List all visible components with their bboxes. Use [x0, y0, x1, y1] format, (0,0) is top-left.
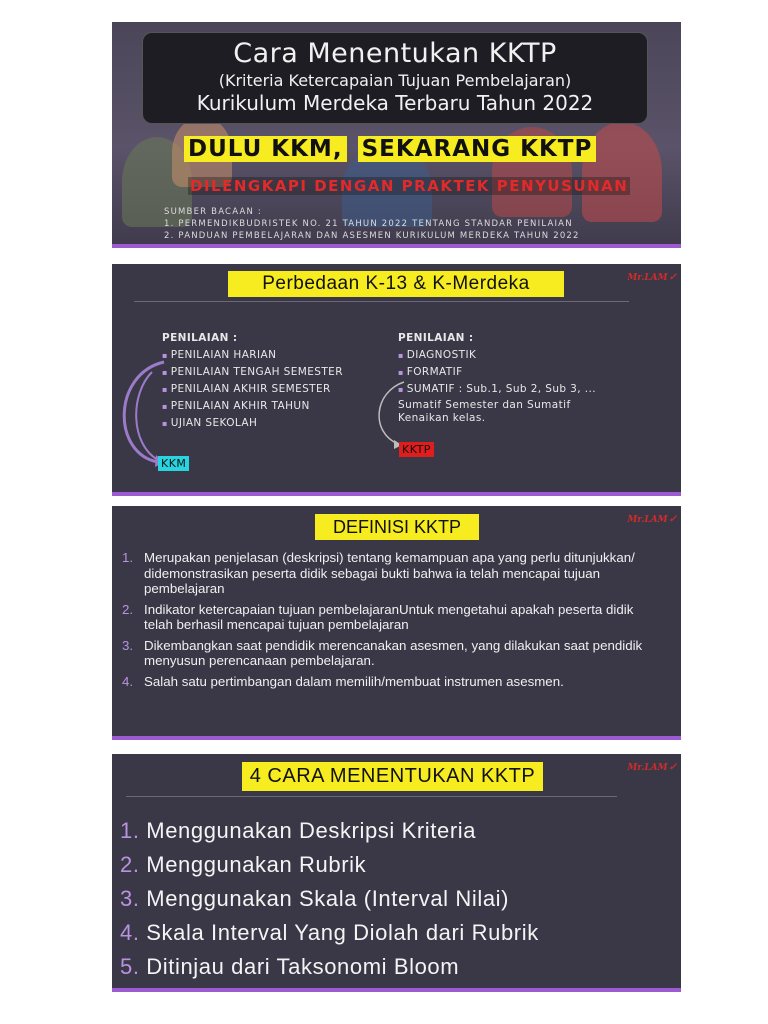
list-number: 1. — [120, 818, 140, 843]
source-item: 1. PERMENDIKBUDRISTEK NO. 21 TAHUN 2022 TENTANG STANDAR PENILAIAN — [164, 219, 573, 229]
list-number: 5. — [120, 954, 140, 979]
list-text: Menggunakan Deskripsi Kriteria — [146, 818, 477, 843]
k13-item: ▪ PENILAIAN TENGAH SEMESTER — [162, 364, 343, 381]
list-item — [120, 882, 539, 916]
slide-title: 4 CARA MENENTUKAN KKTP — [242, 762, 543, 791]
slide-underline — [112, 492, 681, 496]
kmerdeka-note: Sumatif Semester dan Sumatif — [398, 399, 571, 411]
slide-title: Perbedaan K-13 & K-Merdeka — [228, 271, 564, 297]
k13-item: ▪ UJIAN SEKOLAH — [162, 415, 343, 432]
banner — [184, 136, 596, 162]
list-text: Menggunakan Rubrik — [146, 852, 367, 877]
list-number: 2. — [122, 601, 134, 617]
list-item — [120, 814, 539, 848]
list-number: 4. — [122, 673, 134, 689]
red-subheading: DILENGKAPI DENGAN PRAKTEK PENYUSUNAN — [190, 177, 629, 195]
kmerdeka-item: ▪ SUMATIF : Sub.1, Sub 2, Sub 3, ... — [398, 381, 596, 398]
title-box — [142, 32, 648, 124]
k13-column — [162, 330, 343, 432]
cover-subtitle: (Kriteria Ketercapaian Tujuan Pembelajaran) — [218, 71, 572, 90]
list-item — [120, 916, 539, 950]
brand-logo: Mr.LAM ✓ — [627, 514, 677, 525]
kmerdeka-column — [398, 330, 596, 424]
kmerdeka-item: ▪ DIAGNOSTIK — [398, 347, 596, 364]
sources — [164, 206, 580, 242]
kmerdeka-item: ▪ FORMATIF — [398, 364, 596, 381]
cover-subtitle-year: Kurikulum Merdeka Terbaru Tahun 2022 — [196, 91, 594, 115]
k13-item: ▪ PENILAIAN HARIAN — [162, 347, 343, 364]
list-item — [122, 638, 662, 669]
slide-comparison — [112, 264, 681, 496]
k13-heading: PENILAIAN : — [162, 332, 238, 344]
list-item — [122, 674, 662, 690]
methods-list — [120, 814, 539, 984]
kktp-tag: KKTP — [399, 442, 434, 457]
sources-heading: SUMBER BACAAN : — [164, 207, 262, 217]
list-text: Menggunakan Skala (Interval Nilai) — [146, 886, 510, 911]
list-text: Salah satu pertimbangan dalam memilih/membuat instrumen asesmen. — [144, 673, 564, 689]
slide-cover — [112, 22, 681, 248]
list-number: 3. — [122, 637, 134, 653]
k13-item: ▪ PENILAIAN AKHIR SEMESTER — [162, 381, 343, 398]
slide-underline — [112, 736, 681, 740]
slide-title: DEFINISI KKTP — [315, 514, 479, 540]
kmerdeka-note: Kenaikan kelas. — [398, 412, 486, 424]
kkm-tag: KKM — [158, 456, 189, 471]
k13-item: ▪ PENILAIAN AKHIR TAHUN — [162, 398, 343, 415]
list-text: Merupakan penjelasan (deskripsi) tentang kemampuan apa yang perlu ditunjukkan/ didemonstrasikan peserta didik sebagai bukti bahwa ia telah mencapai tujuan pembelajaran — [144, 550, 635, 596]
banner-left: DULU KKM, — [184, 136, 347, 162]
list-item — [122, 550, 662, 597]
divider — [126, 796, 617, 797]
list-item — [120, 950, 539, 984]
brand-logo: Mr.LAM ✓ — [627, 272, 677, 283]
banner-right: SEKARANG KKTP — [358, 136, 597, 162]
list-text: Dikembangkan saat pendidik merencanakan asesmen, yang dilakukan saat pendidik menyusun perencanaan pembelajaran. — [144, 637, 643, 668]
list-item — [122, 602, 662, 633]
background-illustration — [112, 117, 681, 217]
list-text: Ditinjau dari Taksonomi Bloom — [146, 954, 460, 979]
brand-logo: Mr.LAM ✓ — [627, 762, 677, 773]
slide-definition — [112, 506, 681, 740]
list-text: Skala Interval Yang Diolah dari Rubrik — [146, 920, 539, 945]
list-number: 4. — [120, 920, 140, 945]
slide-underline — [112, 244, 681, 248]
list-text: Indikator ketercapaian tujuan pembelajaranUntuk mengetahui apakah peserta didik telah berhasil mencapai tujuan pembelajaran — [144, 601, 634, 632]
source-item: 2. PANDUAN PEMBELAJARAN DAN ASESMEN KURIKULUM MERDEKA TAHUN 2022 — [164, 231, 580, 241]
definition-list — [122, 550, 662, 694]
list-item — [120, 848, 539, 882]
list-number: 2. — [120, 852, 140, 877]
list-number: 1. — [122, 550, 134, 565]
slide-methods — [112, 754, 681, 992]
slide-underline — [112, 988, 681, 992]
list-number: 3. — [120, 886, 140, 911]
cover-title: Cara Menentukan KKTP — [233, 38, 557, 69]
kmerdeka-heading: PENILAIAN : — [398, 332, 474, 344]
